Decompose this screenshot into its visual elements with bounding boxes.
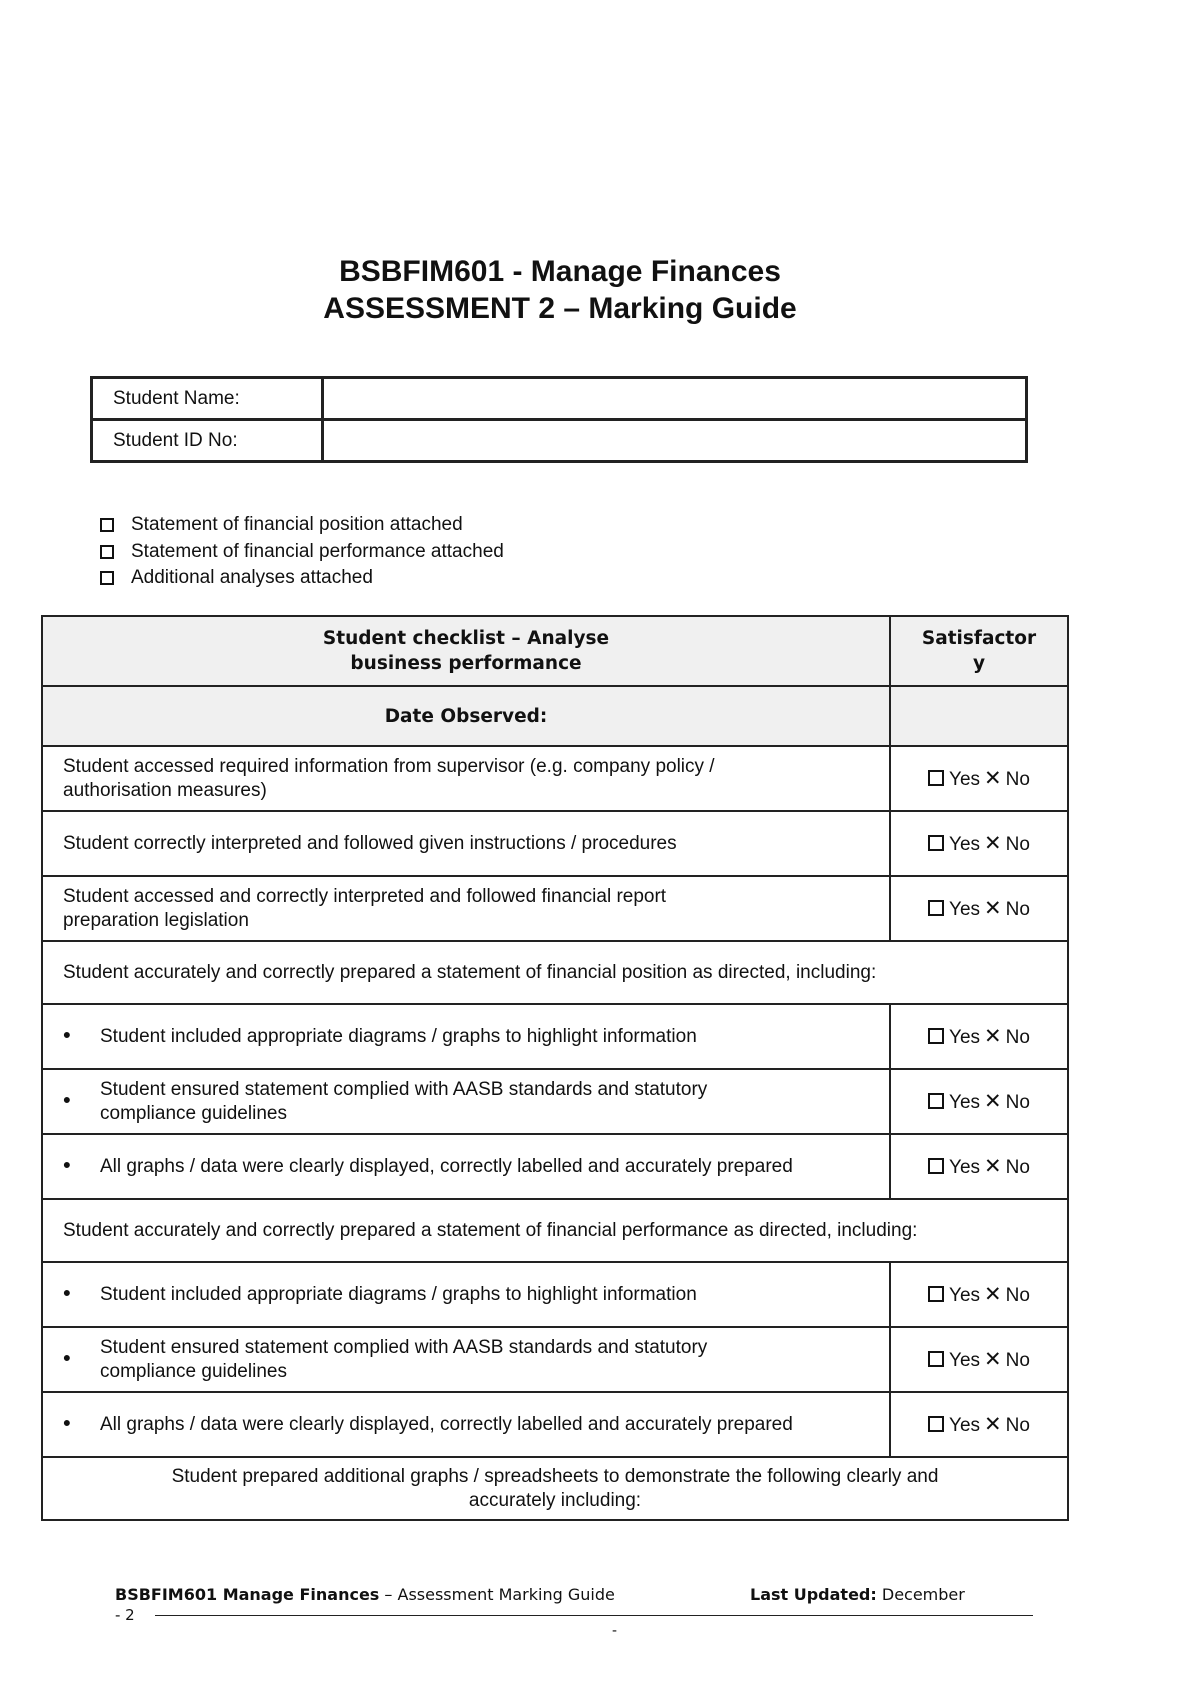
criteria-bullet-item: • All graphs / data were clearly displayed, correctly labelled and accurately prepared [42,1392,890,1457]
yes-no-toggle[interactable] [890,1069,1068,1134]
checkbox-icon[interactable] [928,770,944,786]
checkbox-icon[interactable] [928,1028,944,1044]
attachment-label: Additional analyses attached [131,567,373,589]
final-criteria-text: Student prepared additional graphs / spreadsheets to demonstrate the following clearly and accurately including: [42,1457,1068,1520]
checkbox-icon[interactable] [100,518,114,532]
criteria-text: Student accessed and correctly interpreted and followed financial report preparation legislation [42,876,890,941]
yes-no-toggle[interactable] [890,876,1068,941]
no-label: No [1005,834,1030,855]
cross-icon[interactable]: ✕ [984,897,1002,920]
cross-icon[interactable]: ✕ [984,1025,1002,1048]
checkbox-icon[interactable] [928,1158,944,1174]
no-label: No [1005,1350,1030,1371]
page-number: - 2 [115,1606,135,1624]
yes-label: Yes [949,834,981,855]
yes-no-toggle[interactable] [890,1134,1068,1199]
yes-label: Yes [949,1157,981,1178]
checkbox-icon[interactable] [928,1093,944,1109]
criteria-bullet-item: • Student included appropriate diagrams / graphs to highlight information [42,1262,890,1327]
footer-last-updated [750,1585,965,1604]
yes-no-toggle[interactable] [890,746,1068,811]
no-label: No [1005,1415,1030,1436]
yes-no-toggle[interactable] [890,811,1068,876]
section-heading: Student accurately and correctly prepared a statement of financial position as directed, including: [42,941,1068,1004]
checkbox-icon[interactable] [928,1416,944,1432]
yes-label: Yes [949,1415,981,1436]
cross-icon[interactable]: ✕ [984,1283,1002,1306]
cross-icon[interactable]: ✕ [984,767,1002,790]
student-name-field[interactable] [323,378,1027,420]
attachments-list [100,512,504,592]
yes-no-toggle[interactable] [890,1004,1068,1069]
footer-course: BSBFIM601 Manage Finances [115,1585,380,1604]
cross-icon[interactable]: ✕ [984,1090,1002,1113]
document-subtitle: ASSESSMENT 2 – Marking Guide [323,292,797,325]
yes-label: Yes [949,1350,981,1371]
criteria-text: Student accessed required information from supervisor (e.g. company policy / authorisation measures) [42,746,890,811]
yes-no-toggle[interactable] [890,1327,1068,1392]
no-label: No [1005,1092,1030,1113]
student-id-field[interactable] [323,420,1027,462]
checkbox-icon[interactable] [928,835,944,851]
criteria-bullet-item: • Student ensured statement complied with AASB standards and statutory compliance guidelines [42,1069,890,1134]
footer [115,1585,965,1604]
checkbox-icon[interactable] [928,900,944,916]
yes-no-toggle[interactable] [890,1392,1068,1457]
criteria-text: Student correctly interpreted and followed given instructions / procedures [42,811,890,876]
date-observed-field[interactable] [890,686,1068,746]
footer-mark: - [612,1622,617,1639]
criteria-bullet-item: • Student included appropriate diagrams / graphs to highlight information [42,1004,890,1069]
no-label: No [1005,1285,1030,1306]
checklist-header: Student checklist – Analyse business performance [42,616,890,686]
document-title: BSBFIM601 - Manage Finances [339,255,781,288]
checkbox-icon[interactable] [928,1286,944,1302]
yes-label: Yes [949,1092,981,1113]
attachment-item [100,539,504,566]
footer-updated-label: Last Updated: [750,1585,877,1604]
no-label: No [1005,769,1030,790]
cross-icon[interactable]: ✕ [984,1413,1002,1436]
student-checklist-table [41,615,1069,1521]
footer-doc: – Assessment Marking Guide [384,1585,615,1604]
student-info-table [90,376,1028,463]
yes-label: Yes [949,1027,981,1048]
checkbox-icon[interactable] [100,545,114,559]
date-observed-label: Date Observed: [42,686,890,746]
footer-divider [155,1615,1033,1616]
student-name-label: Student Name: [92,378,323,420]
criteria-bullet-item: • Student ensured statement complied with AASB standards and statutory compliance guidelines [42,1327,890,1392]
no-label: No [1005,899,1030,920]
attachment-label: Statement of financial performance attached [131,540,504,562]
yes-label: Yes [949,899,981,920]
attachment-item [100,565,504,592]
cross-icon[interactable]: ✕ [984,1348,1002,1371]
section-heading: Student accurately and correctly prepared a statement of financial performance as directed, including: [42,1199,1068,1262]
student-id-label: Student ID No: [92,420,323,462]
footer-updated-value: December [881,1585,965,1604]
yes-label: Yes [949,1285,981,1306]
criteria-bullet-item: • All graphs / data were clearly displayed, correctly labelled and accurately prepared [42,1134,890,1199]
yes-no-toggle[interactable] [890,1262,1068,1327]
no-label: No [1005,1157,1030,1178]
cross-icon[interactable]: ✕ [984,832,1002,855]
yes-label: Yes [949,769,981,790]
checkbox-icon[interactable] [928,1351,944,1367]
no-label: No [1005,1027,1030,1048]
attachment-item [100,512,504,539]
satisfactory-header: Satisfactory [890,616,1068,686]
cross-icon[interactable]: ✕ [984,1155,1002,1178]
attachment-label: Statement of financial position attached [131,514,463,536]
checkbox-icon[interactable] [100,571,114,585]
